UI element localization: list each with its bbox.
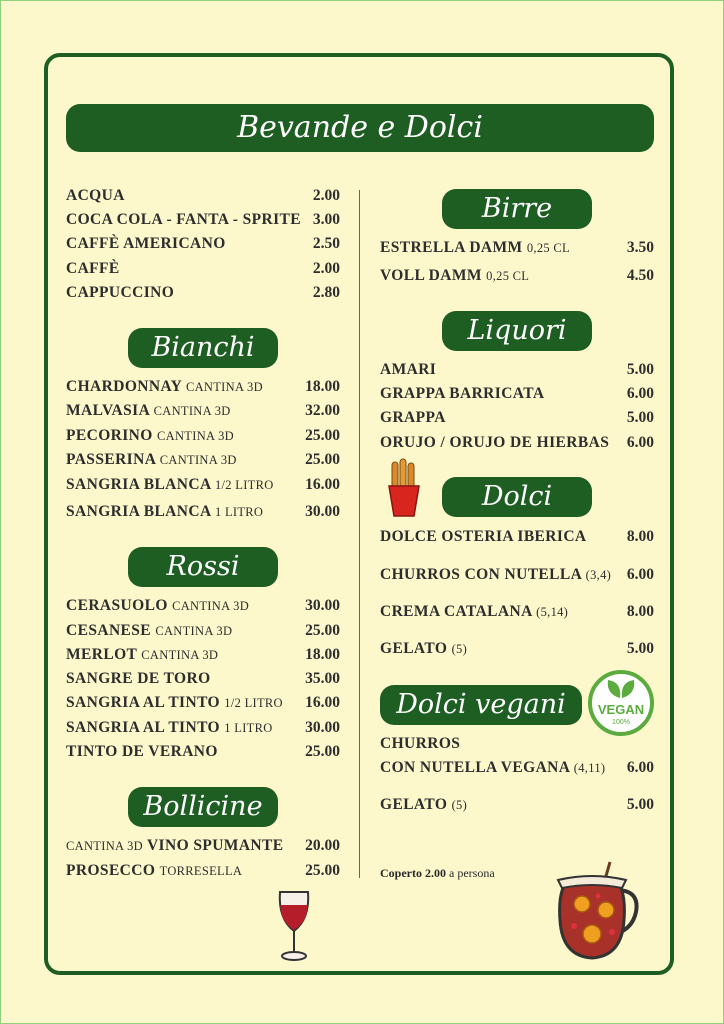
menu-item: CHARDONNAY CANTINA 3D	[66, 378, 263, 395]
item-price: 5.00	[626, 640, 654, 657]
item-price: 18.00	[305, 378, 340, 395]
menu-item: COCA COLA - FANTA - SPRITE	[66, 211, 302, 228]
item-price: 5.00	[626, 796, 654, 813]
item-price: 4.50	[626, 267, 654, 284]
menu-item: GRAPPA BARRICATA	[380, 385, 545, 402]
menu-item: PASSERINA CANTINA 3D	[66, 451, 237, 468]
menu-item: GRAPPA	[380, 409, 446, 426]
item-price: 30.00	[305, 503, 340, 520]
item-price: 5.00	[626, 361, 654, 378]
menu-item: CON NUTELLA VEGANA (4,11)	[380, 759, 606, 776]
cover-charge-note: Coperto 2.00 a persona	[380, 866, 495, 880]
menu-item: CESANESE CANTINA 3D	[66, 622, 233, 639]
menu-item: GELATO (5)	[380, 796, 468, 813]
menu-item: SANGRIA AL TINTO 1 LITRO	[66, 719, 273, 736]
item-price: 2.00	[312, 187, 340, 204]
wine-glass-icon	[274, 889, 314, 963]
menu-item: ESTRELLA DAMM 0,25 CL	[380, 239, 570, 256]
menu-item: ACQUA	[66, 187, 125, 204]
menu-item: CREMA CATALANA (5,14)	[380, 603, 569, 620]
section-title-liquori: Liquori	[442, 311, 592, 351]
item-price: 20.00	[305, 837, 340, 854]
item-price: 18.00	[305, 646, 340, 663]
menu-item: CERASUOLO CANTINA 3D	[66, 597, 250, 614]
menu-item: CHURROS CON NUTELLA (3,4)	[380, 566, 612, 583]
section-title-birre: Birre	[442, 189, 592, 229]
page-title: Bevande e Dolci	[66, 104, 654, 152]
item-price: 8.00	[626, 603, 654, 620]
menu-item: MALVASIA CANTINA 3D	[66, 402, 231, 419]
vegan-leaf-icon	[586, 668, 656, 738]
menu-item: PROSECCO TORRESELLA	[66, 862, 243, 879]
churros-icon	[384, 458, 424, 518]
section-title-bianchi: Bianchi	[128, 328, 278, 368]
menu-item: CAPPUCCINO	[66, 284, 175, 301]
menu-item: ORUJO / ORUJO DE HIERBAS	[380, 434, 610, 451]
item-price: 16.00	[305, 476, 340, 493]
item-price: 30.00	[305, 597, 340, 614]
menu-item: SANGRIA AL TINTO 1/2 LITRO	[66, 694, 283, 711]
section-title-bollicine: Bollicine	[128, 787, 278, 827]
item-price: 6.00	[626, 434, 654, 451]
menu-item: PECORINO CANTINA 3D	[66, 427, 234, 444]
menu-item: DOLCE OSTERIA IBERICA	[380, 528, 587, 545]
menu-item: VOLL DAMM 0,25 CL	[380, 267, 530, 284]
item-price: 2.50	[312, 235, 340, 252]
column-divider	[359, 190, 360, 878]
menu-item: MERLOT CANTINA 3D	[66, 646, 219, 663]
menu-item: CAFFÈ AMERICANO	[66, 235, 226, 252]
item-price: 25.00	[305, 622, 340, 639]
item-price: 30.00	[305, 719, 340, 736]
item-price: 6.00	[626, 759, 654, 776]
item-price: 6.00	[626, 566, 654, 583]
menu-item: TINTO DE VERANO	[66, 743, 218, 760]
item-price: 35.00	[305, 670, 340, 687]
item-price: 6.00	[626, 385, 654, 402]
menu-item: CANTINA 3D VINO SPUMANTE	[66, 837, 284, 854]
menu-item: AMARI	[380, 361, 437, 378]
vegan-badge-sub: 100%	[612, 719, 630, 726]
menu-item: SANGRIA BLANCA 1/2 LITRO	[66, 476, 274, 493]
item-price: 8.00	[626, 528, 654, 545]
menu-item: CAFFÈ	[66, 260, 120, 277]
item-price: 16.00	[305, 694, 340, 711]
sangria-pitcher-icon	[552, 860, 644, 964]
item-price: 2.80	[312, 284, 340, 301]
section-title-rossi: Rossi	[128, 547, 278, 587]
item-price: 2.00	[312, 260, 340, 277]
section-title-dolci: Dolci	[442, 477, 592, 517]
item-price: 25.00	[305, 743, 340, 760]
item-price: 25.00	[305, 862, 340, 879]
section-title-dolci-vegani: Dolci vegani	[380, 685, 582, 725]
vegan-badge-label: VEGAN	[597, 702, 645, 717]
menu-item: CHURROS	[380, 735, 461, 752]
item-price: 5.00	[626, 409, 654, 426]
menu-item: SANGRIA BLANCA 1 LITRO	[66, 503, 264, 520]
item-price: 25.00	[305, 451, 340, 468]
item-price: 3.00	[312, 211, 340, 228]
menu-item: SANGRE DE TORO	[66, 670, 211, 687]
menu-item: GELATO (5)	[380, 640, 468, 657]
item-price: 25.00	[305, 427, 340, 444]
item-price: 32.00	[305, 402, 340, 419]
item-price: 3.50	[626, 239, 654, 256]
